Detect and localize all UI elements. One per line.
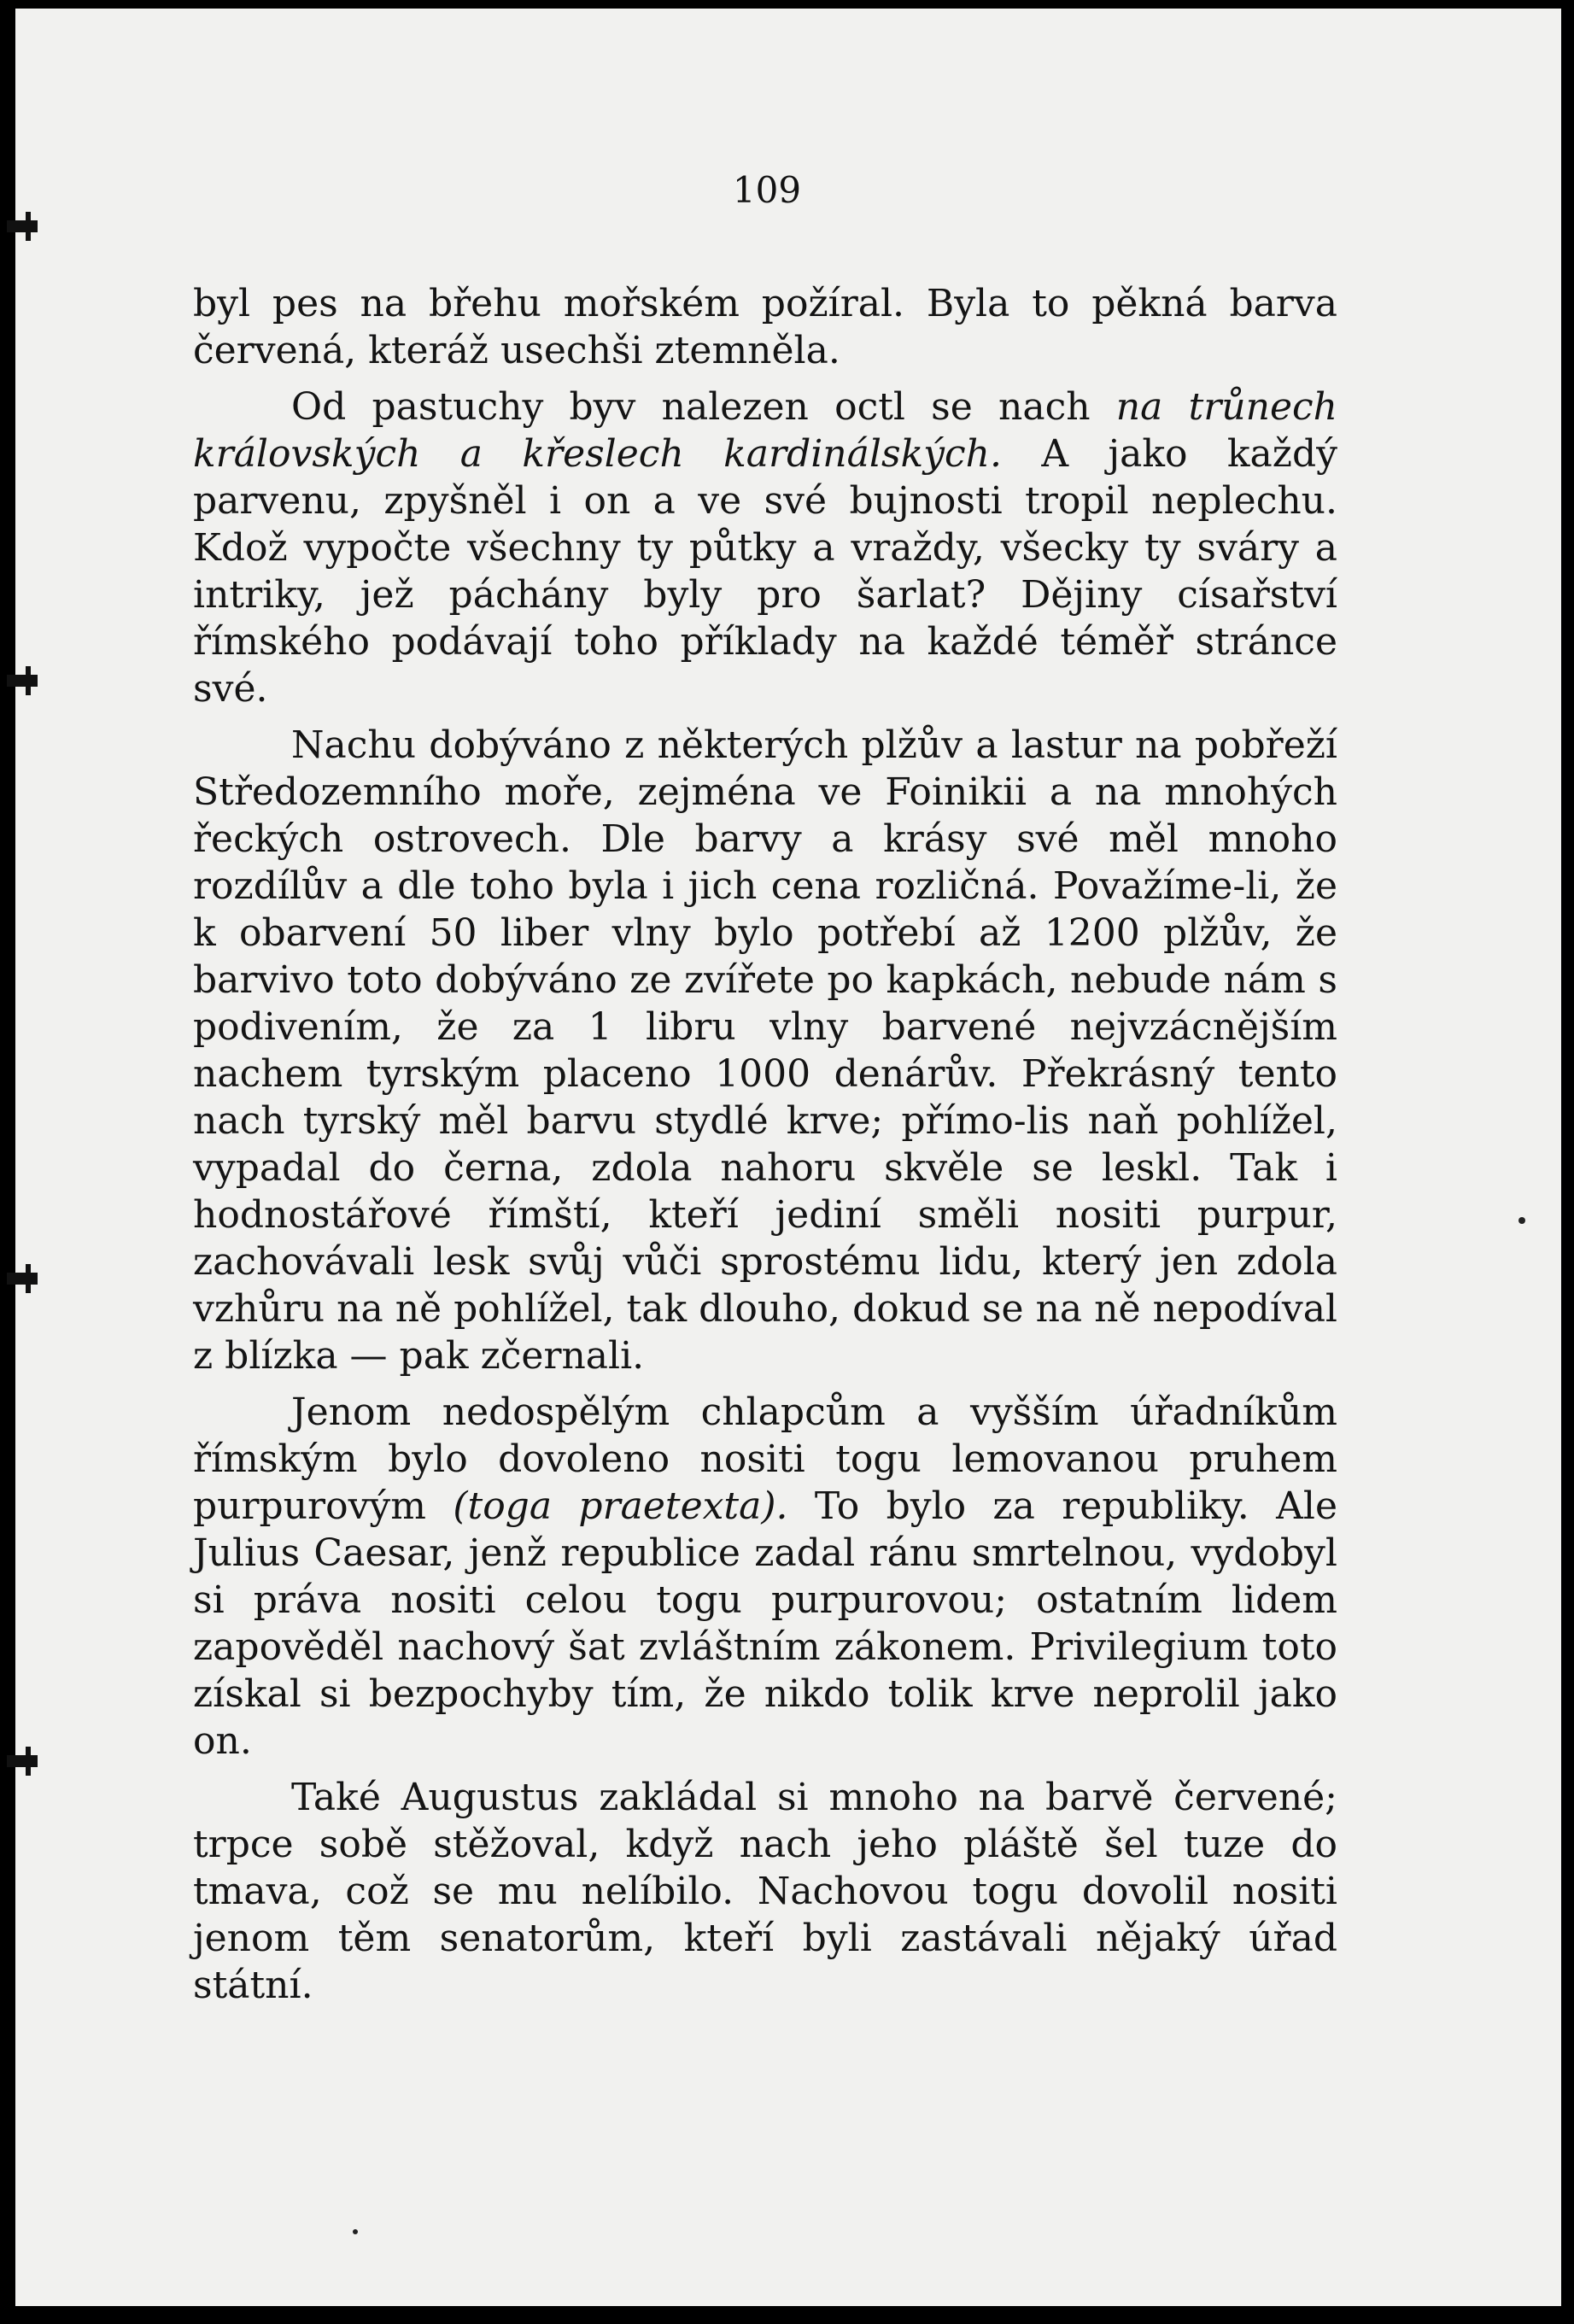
italic-text: na trůnech královských a křeslech kardinálských. bbox=[193, 385, 1337, 476]
paragraph-5 bbox=[193, 1774, 1337, 2009]
paragraph-3 bbox=[193, 722, 1337, 1379]
text-run: To bylo za republiky. Ale Julius Caesar, jenž republice zadal ránu smrtelnou, vydobyl si práva nositi celou togu purpurovou; ostatním lidem zapověděl nachový šat zvláštním zákonem. Privilegium toto získal si bezpochyby tím, že nikdo tolik krve neprolil jako on. bbox=[193, 1484, 1337, 1763]
page-number: 109 bbox=[732, 169, 802, 211]
text-run: Od pastuchy byv nalezen octl se nach bbox=[291, 385, 1116, 429]
binding-mark bbox=[7, 675, 38, 687]
text-run: byl pes na břehu mořském požíral. Byla to pěkná barva červená, kteráž usechši ztemněla. bbox=[193, 282, 1337, 372]
binding-mark bbox=[7, 1273, 38, 1285]
paragraph-4 bbox=[193, 1389, 1337, 1765]
scan-speck bbox=[1518, 1217, 1525, 1224]
paragraph-1 bbox=[193, 280, 1337, 374]
paragraph-2 bbox=[193, 383, 1337, 712]
binding-mark bbox=[7, 220, 38, 232]
scan-speck bbox=[353, 2229, 358, 2234]
italic-text: (toga praetexta). bbox=[453, 1484, 788, 1528]
body-text bbox=[193, 280, 1337, 2018]
text-run: A jako každý parvenu, zpyšněl i on a ve své bujnosti tropil neplechu. Kdož vypočte všechny ty půtky a vraždy, všecky ty sváry a intriky, jež páchány byly pro šarlat? Dějiny císařství římského podávají toho příklady na každé téměř stránce své. bbox=[193, 432, 1337, 711]
text-run: Také Augustus zakládal si mnoho na barvě červené; trpce sobě stěžoval, když nach jeho pláště šel tuze do tmava, což se mu nelíbilo. Nachovou togu dovolil nositi jenom těm senatorům, kteří byli zastávali nějaký úřad státní. bbox=[193, 1776, 1337, 2007]
text-run: Nachu dobýváno z některých plžův a lastur na pobřeží Středozemního moře, zejména ve Foinikii a na mnohých řeckých ostrovech. Dle barvy a krásy své měl mnoho rozdílův a dle toho byla i jich cena rozličná. Považíme-li, že k obarvení 50 liber vlny bylo potřebí až 1200 plžův, že barvivo toto dobýváno ze zvířete po kapkách, nebude nám s podivením, že za 1 libru vlny barvené nejvzácnějším nachem tyrským placeno 1000 denárův. Překrásný tento nach tyrský měl barvu stydlé krve; přímo-lis naň pohlížel, vypadal do černa, zdola nahoru skvěle se leskl. Tak i hodnostářové římští, kteří jediní směli nositi purpur, zachovávali lesk svůj vůči sprostému lidu, který jen zdola vzhůru na ně pohlížel, tak dlouho, dokud se na ně nepodíval z blízka — pak zčernali. bbox=[193, 723, 1337, 1378]
text-run: Jenom nedospělým chlapcům a vyšším úřadníkům římským bylo dovoleno nositi togu lemovanou pruhem purpurovým bbox=[193, 1390, 1337, 1528]
book-page bbox=[15, 9, 1561, 2306]
binding-mark bbox=[7, 1755, 38, 1767]
